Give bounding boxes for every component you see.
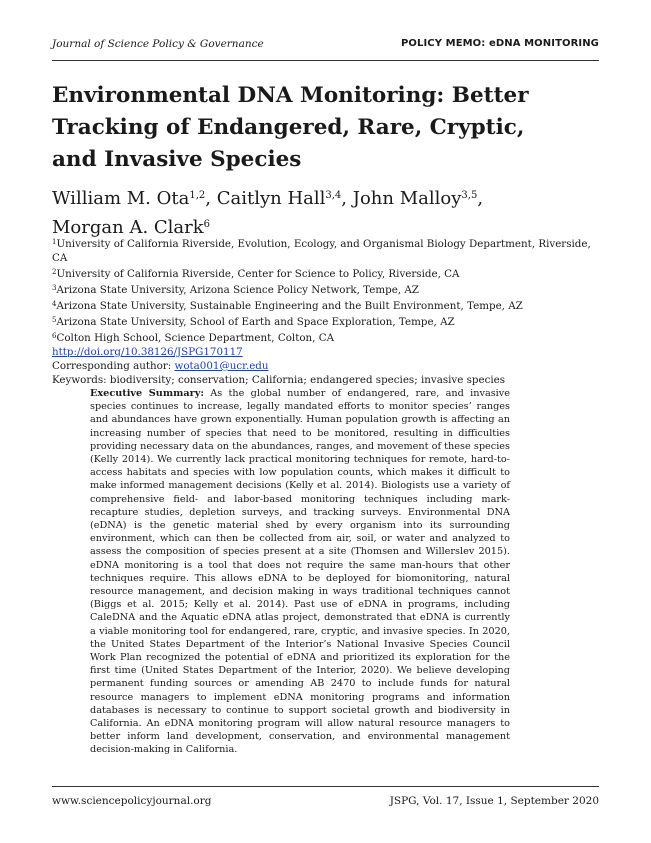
author: Caitlyn Hall$^{3,4}$,: [216, 188, 353, 209]
doi-link[interactable]: http://doi.org/10.38126/JSPG170117: [52, 346, 243, 358]
summary-text: As the global number of endangered, rare, and invasive species continues to increase, legally mandated efforts to monitor species’ ranges and abundances have grown exponentially. Human population growth is affecting an increasing number of species that need to be monitored, resulting in difficulties providing necessary data on the abundances, ranges, and movement of these species (Kelly 2014). We currently lack practical monitoring techniques for remote, hard-to-access habitats and species with low population counts, which makes it difficult to make informed management decisions (Kelly et al. 2014). Biologists use a variety of comprehensive field- and labor-based monitoring techniques including mark-recapture studies, depletion surveys, and tracking surveys. Environmental DNA (eDNA) is the genetic material shed by every organism into its surrounding environment, which can then be collected from air, soil, or water and analyzed to assess the composition of species present at a site (Thomsen and Willerslev 2015). eDNA monitoring is a tool that does not require the same man-hours that other techniques require. This allows eDNA to be deployed for biomonitoring, natural resource management, and decision making in ways traditional techniques cannot (Biggs et al. 2015; Kelly et al. 2014). Past use of eDNA in programs, including CaleDNA and the Aquatic eDNA atlas project, demonstrated that eDNA is currently a viable monitoring tool for endangered, rare, cryptic, and invasive species. In 2020, the United States Department of the Interior’s National Invasive Species Council Work Plan recognized the potential of eDNA and prioritized its exploration for the first time (United States Department of the Interior, 2020). We believe developing permanent funding sources or amending AB 2470 to include funds for natural resource managers to implement eDNA monitoring programs and information databases is necessary to continue to support societal growth and biodiversity in California. An eDNA monitoring program will allow natural resource managers to better inform land development, conservation, and environmental management decision-making in California.: [90, 388, 510, 756]
running-header: [52, 38, 599, 54]
affiliation: $^2$University of California Riverside, Center for Science to Policy, Riverside, CA: [52, 268, 460, 280]
memo-tag: POLICY MEMO: eDNA MONITORING: [400, 38, 599, 49]
footer-divider: [52, 786, 599, 787]
author: Morgan A. Clark$^6$: [52, 217, 211, 238]
article-metadata: [52, 235, 597, 387]
affiliation: $^3$Arizona State University, Arizona Science Policy Network, Tempe, AZ: [52, 284, 419, 296]
issue-citation: JSPG, Vol. 17, Issue 1, September 2020: [389, 795, 599, 807]
keywords: Keywords: biodiversity; conservation; California; endangered species; invasive species: [52, 374, 506, 386]
summary-label: Executive Summary:: [90, 388, 204, 399]
executive-summary: [90, 387, 510, 757]
header-divider: [52, 60, 599, 61]
journal-name: Journal of Science Policy & Governance: [52, 38, 264, 50]
affiliation: $^6$Colton High School, Science Department, Colton, CA: [52, 332, 335, 344]
corresponding-author: Corresponding author: wota001@ucr.edu: [52, 360, 269, 372]
affiliation: $^4$Arizona State University, Sustainable Engineering and the Built Environment, Tempe, AZ: [52, 300, 523, 312]
email-link[interactable]: wota001@ucr.edu: [174, 360, 269, 372]
affiliation: $^5$Arizona State University, School of Earth and Space Exploration, Tempe, AZ: [52, 316, 455, 328]
article-title: Environmental DNA Monitoring: Better Tracking of Endangered, Rare, Cryptic, and Invasive Species: [52, 83, 529, 172]
author-list: [52, 183, 612, 241]
affiliation: $^1$University of California Riverside, Evolution, Ecology, and Organismal Biology Department, Riverside, CA: [52, 238, 591, 264]
author: William M. Ota$^{1,2}$,: [52, 188, 217, 209]
journal-website: www.sciencepolicyjournal.org: [52, 795, 212, 807]
author: John Malloy$^{3,5}$,: [352, 188, 484, 209]
